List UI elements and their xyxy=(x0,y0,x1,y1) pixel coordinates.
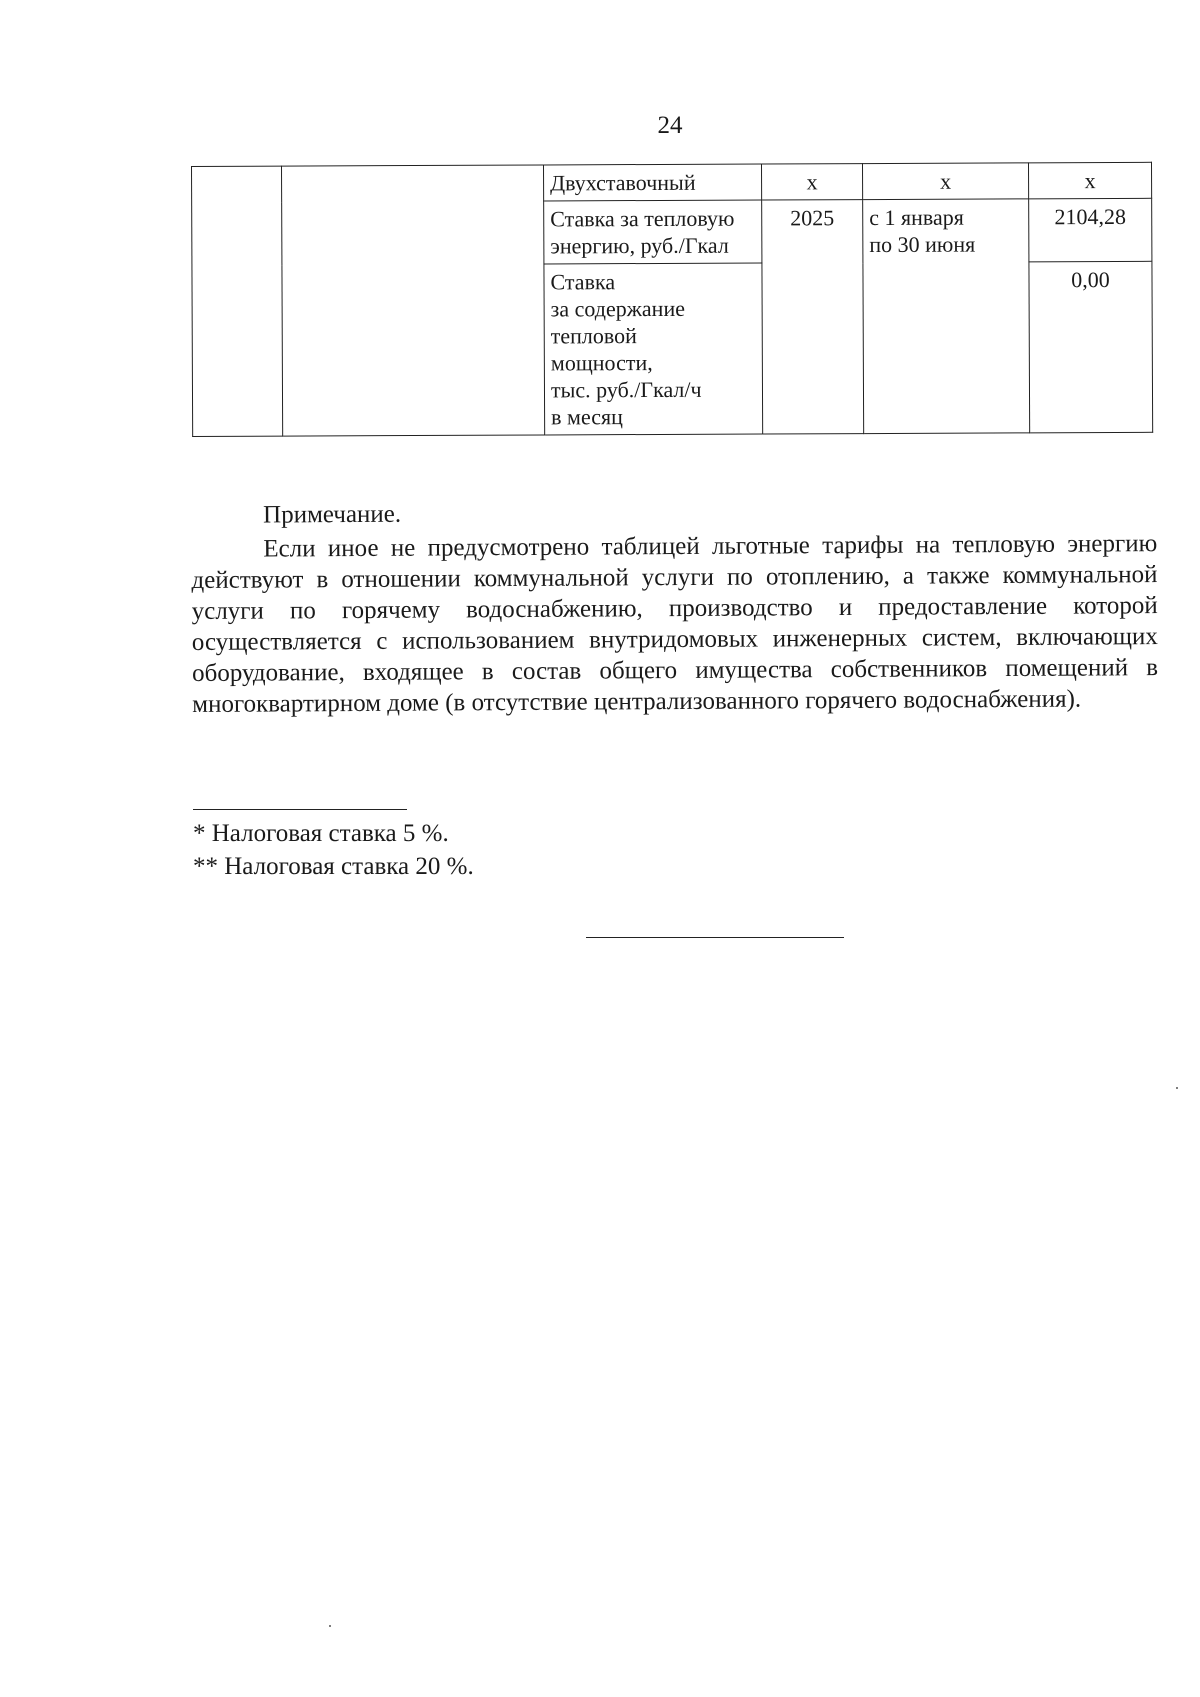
value-cell: х xyxy=(1028,162,1151,199)
rate-name-cell xyxy=(544,263,763,435)
page-number: 24 xyxy=(657,112,683,139)
rate-name-line: тыс. руб./Гкал/ч xyxy=(550,376,702,403)
period-start: с 1 января xyxy=(869,204,964,231)
rate-name-line: мощности, xyxy=(550,349,653,376)
footnotes xyxy=(193,817,474,883)
table-cell-empty xyxy=(192,166,283,436)
rate-name-line: в месяц xyxy=(551,404,623,430)
value-cell: 0,00 xyxy=(1029,261,1153,433)
period-end: по 30 июня xyxy=(869,231,976,258)
footnote: * Налоговая ставка 5 %. xyxy=(193,820,449,847)
end-of-document-line xyxy=(586,937,844,938)
period-cell xyxy=(863,199,1030,434)
rate-name-cell: Ставка за тепловую энергию, руб./Гкал xyxy=(544,200,762,264)
rate-name-line: за содержание xyxy=(550,295,686,322)
rate-name-line: тепловой xyxy=(550,323,637,349)
footnote-separator xyxy=(193,809,407,810)
period-cell: х xyxy=(862,163,1028,200)
tariff-table xyxy=(191,162,1153,437)
rate-name-line: Ставка xyxy=(550,269,616,295)
footnote: ** Налоговая ставка 20 %. xyxy=(193,853,474,880)
note-body: Если иное не предусмотрено таблицей льготные тарифы на тепловую энергию действуют в отношении коммунальной услуги по отоплению, а также коммунальной услуги по горячему водоснабжению, производство и предоставление которой осуществляется с использованием внутридомовых инженерных систем, включающих оборудование, входящее в состав общего имущества собственников помещений в многоквартирном доме (в отсутствие централизованного горячего водоснабжения). xyxy=(191,530,1159,718)
year-cell: х xyxy=(761,164,862,200)
value-cell: 2104,28 xyxy=(1029,198,1152,262)
tariff-type-cell: Двухставочный xyxy=(543,164,761,201)
table-cell-empty xyxy=(282,165,545,436)
note-section xyxy=(191,494,1158,720)
table-row xyxy=(192,162,1152,202)
note-title: Примечание. xyxy=(263,500,402,529)
year-cell: 2025 xyxy=(762,200,864,434)
